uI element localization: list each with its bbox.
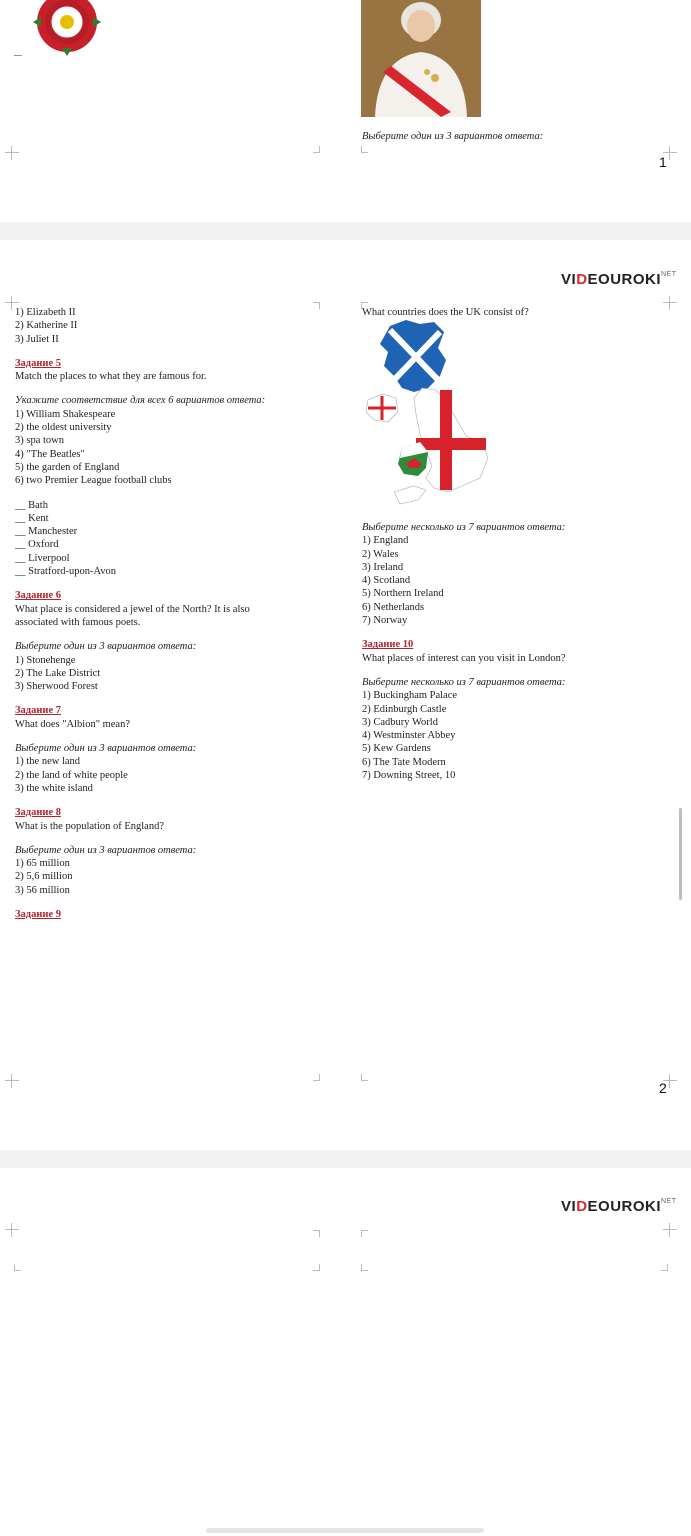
answer-option: 3) Juliet II <box>15 333 59 345</box>
task-6-question: associated with famous poets. <box>15 616 141 628</box>
crop-mark <box>313 146 320 153</box>
crop-mark <box>361 1264 368 1271</box>
answer-option: 1) 65 million <box>15 858 70 870</box>
answer-option: 1) William Shakespeare <box>15 408 116 420</box>
task-8-title: Задание 8 <box>15 807 61 819</box>
task-10-question: What places of interest can you visit in London? <box>362 652 566 664</box>
answer-option: 1) Stonehenge <box>15 654 76 666</box>
answer-option: 2) Wales <box>362 548 399 560</box>
answer-option: 3) Cadbury World <box>362 716 438 728</box>
logo-text: D <box>576 271 588 288</box>
task-6-title: Задание 6 <box>15 590 61 602</box>
match-item: __ Stratford-upon-Avon <box>15 566 116 578</box>
task-10-instruction: Выберите несколько из 7 вариантов ответа: <box>362 676 566 688</box>
choose-one-instruction: Выберите один из 3 вариантов ответа: <box>362 131 544 142</box>
videouroki-logo <box>561 271 677 288</box>
left-column <box>15 306 315 921</box>
task-9-instruction: Выберите несколько из 7 вариантов ответа: <box>362 522 566 533</box>
answer-option: 1) Elizabeth II <box>15 307 76 318</box>
match-item: __ Bath <box>15 499 48 511</box>
crop-mark <box>361 1074 368 1081</box>
home-indicator[interactable] <box>206 1528 484 1533</box>
match-item: __ Manchester <box>15 526 78 538</box>
answer-option: 4) Scotland <box>362 575 411 587</box>
task-6-question: What place is considered a jewel of the North? It is also <box>15 603 250 615</box>
task-9-title: Задание 9 <box>15 908 61 920</box>
task-8-instruction: Выберите один из 3 вариантов ответа: <box>15 844 197 856</box>
answer-option: 4) Westminster Abbey <box>362 730 456 742</box>
answer-option: 7) Norway <box>362 615 408 627</box>
task-5-question: Match the places to what they are famous for. <box>15 371 207 383</box>
answer-option: 1) Buckingham Palace <box>362 690 458 702</box>
answer-option: 6) The Tate Modern <box>362 756 446 768</box>
crop-mark <box>5 146 19 160</box>
answer-option: 1) the new land <box>15 756 81 768</box>
uk-map-image <box>362 318 492 508</box>
crop-mark <box>313 1264 320 1271</box>
answer-option: 2) the oldest university <box>15 422 112 434</box>
task-5-title: Задание 5 <box>15 357 61 369</box>
logo-text: VI <box>561 1198 577 1215</box>
match-item: __ Liverpool <box>15 552 70 564</box>
queen-portrait-image <box>361 0 481 117</box>
scrollbar[interactable] <box>679 808 682 900</box>
crop-mark <box>14 1264 21 1271</box>
answer-option: 7) Downing Street, 10 <box>362 770 456 782</box>
answer-option: 2) Katherine II <box>15 320 78 332</box>
task-7-question: What does "Albion" mean? <box>15 718 130 730</box>
task-8-question: What is the population of England? <box>15 820 165 832</box>
answer-option: 3) 56 million <box>15 884 70 896</box>
logo-text: D <box>576 1198 588 1215</box>
crop-mark <box>663 1223 677 1237</box>
answer-option: 1) England <box>362 535 409 547</box>
crop-mark <box>5 1223 19 1237</box>
answer-option: 4) "The Beatles" <box>15 448 85 460</box>
page-3 <box>0 1168 691 1536</box>
task-7-instruction: Выберите один из 3 вариантов ответа: <box>15 743 197 755</box>
answer-option: 5) Northern Ireland <box>362 588 444 600</box>
crop-mark <box>5 1074 19 1088</box>
task-7-title: Задание 7 <box>15 705 61 717</box>
answer-option: 2) the land of white people <box>15 769 128 781</box>
page-1 <box>0 0 691 222</box>
crop-mark <box>361 1230 368 1237</box>
task-9-answers <box>362 521 662 782</box>
logo-text: EOUROKI <box>587 1198 662 1215</box>
logo-suffix: NET <box>661 1198 677 1205</box>
answer-option: 5) the garden of England <box>15 461 120 473</box>
logo-text: VI <box>561 271 577 288</box>
answer-option: 6) Netherlands <box>362 601 425 613</box>
answer-option: 5) Kew Gardens <box>362 743 431 755</box>
answer-option: 2) The Lake District <box>15 667 101 679</box>
answer-option: 3) Ireland <box>362 561 404 573</box>
videouroki-logo <box>561 1198 677 1215</box>
logo-suffix: NET <box>661 271 677 278</box>
answer-option: 6) two Premier League football clubs <box>15 475 172 487</box>
page-number: 2 <box>659 1080 667 1096</box>
answer-option: 2) 5,6 million <box>15 871 73 883</box>
logo-text: EOUROKI <box>587 271 662 288</box>
match-item: __ Oxford <box>15 539 59 551</box>
task-5-instruction: Укажите соответствие для всех 6 вариантов ответа: <box>15 395 266 407</box>
answer-option: 2) Edinburgh Castle <box>362 703 447 715</box>
crop-mark <box>313 1074 320 1081</box>
match-item: __ Kent <box>15 512 49 524</box>
crop-mark <box>361 146 368 153</box>
crop-mark <box>663 296 677 310</box>
task-6-instruction: Выберите один из 3 вариантов ответа: <box>15 641 197 653</box>
answer-option: 3) the white island <box>15 782 93 794</box>
task-9-question: What countries does the UK consist of? <box>362 307 529 318</box>
crop-mark <box>661 1264 668 1271</box>
task-10-title: Задание 10 <box>362 639 414 651</box>
tudor-rose-image <box>30 0 104 58</box>
answer-option: 3) Sherwood Forest <box>15 681 98 693</box>
answer-option: 3) spa town <box>15 435 64 447</box>
small-dash <box>14 55 22 56</box>
page-number: 1 <box>659 154 667 170</box>
crop-mark <box>313 1230 320 1237</box>
